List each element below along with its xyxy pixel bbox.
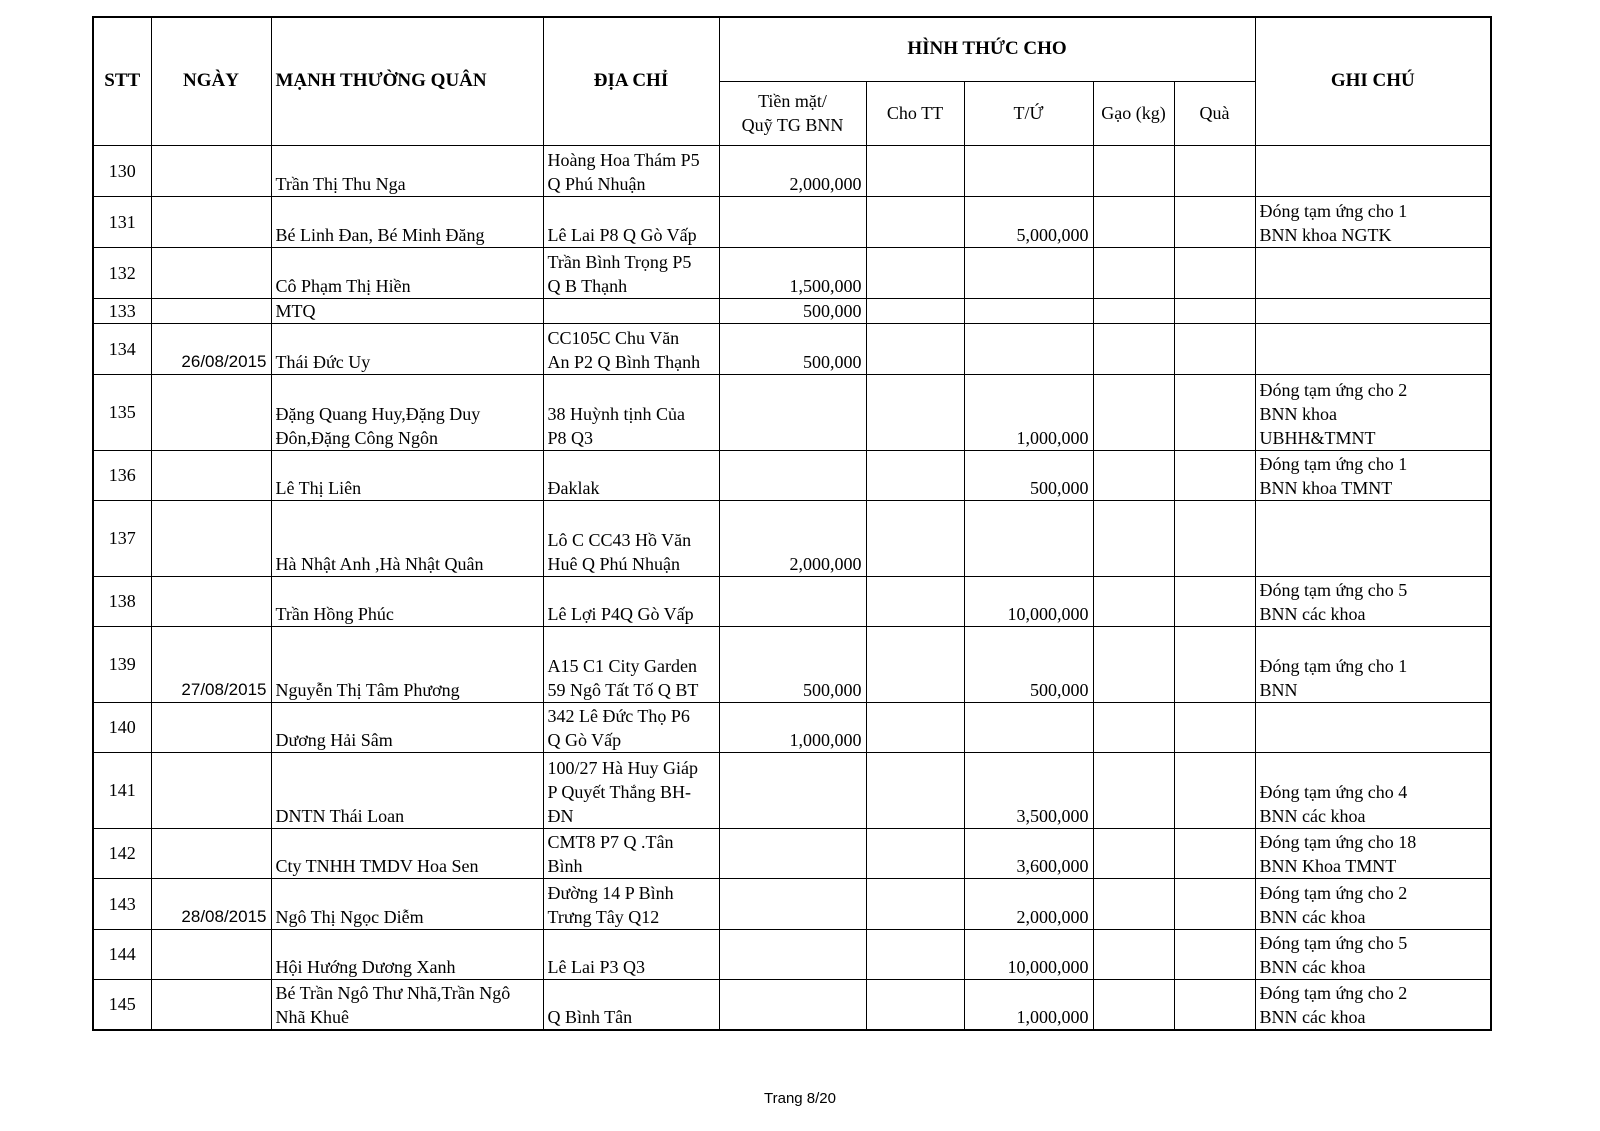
- cell-qua: [1174, 878, 1255, 929]
- cell-cash: [719, 979, 866, 1030]
- cell-cho-tt: [866, 702, 964, 752]
- cell-cash: [719, 828, 866, 878]
- cell-date: [151, 450, 271, 500]
- cell-cho-tt: [866, 576, 964, 626]
- cell-gao: [1093, 576, 1174, 626]
- cell-cho-tt: [866, 196, 964, 247]
- cell-note: Đóng tạm ứng cho 2 BNN khoa UBHH&TMNT: [1255, 374, 1491, 450]
- cell-cash: [719, 450, 866, 500]
- cell-date: [151, 702, 271, 752]
- cell-note: Đóng tạm ứng cho 1 BNN khoa TMNT: [1255, 450, 1491, 500]
- cell-address: Lê Lợi P4Q Gò Vấp: [543, 576, 719, 626]
- cell-gao: [1093, 979, 1174, 1030]
- cell-cash: 2,000,000: [719, 500, 866, 576]
- cell-gao: [1093, 145, 1174, 196]
- cell-tam-ung: 1,000,000: [964, 979, 1093, 1030]
- table-header: [93, 17, 1491, 145]
- header-group: HÌNH THỨC CHO: [719, 17, 1255, 81]
- cell-cash: [719, 878, 866, 929]
- cell-address: A15 C1 City Garden 59 Ngô Tất Tố Q BT: [543, 626, 719, 702]
- table-row: [93, 298, 1491, 323]
- table-row: [93, 752, 1491, 828]
- table-row: [93, 878, 1491, 929]
- cell-tam-ung: [964, 323, 1093, 374]
- page-number: Trang 8/20: [764, 1090, 836, 1107]
- cell-note: [1255, 298, 1491, 323]
- cell-qua: [1174, 752, 1255, 828]
- cell-date: 28/08/2015: [151, 878, 271, 929]
- cell-date: [151, 298, 271, 323]
- cell-stt: 137: [93, 500, 151, 576]
- cell-note: [1255, 145, 1491, 196]
- cell-cash: 500,000: [719, 323, 866, 374]
- cell-cho-tt: [866, 247, 964, 298]
- cell-gao: [1093, 374, 1174, 450]
- cell-tam-ung: 3,500,000: [964, 752, 1093, 828]
- cell-gao: [1093, 878, 1174, 929]
- cell-cho-tt: [866, 145, 964, 196]
- cell-qua: [1174, 323, 1255, 374]
- cell-address: Đaklak: [543, 450, 719, 500]
- table-row: [93, 247, 1491, 298]
- cell-tam-ung: 1,000,000: [964, 374, 1093, 450]
- header-tu: T/Ứ: [964, 81, 1093, 145]
- cell-qua: [1174, 576, 1255, 626]
- cell-address: Q Bình Tân: [543, 979, 719, 1030]
- cell-stt: 136: [93, 450, 151, 500]
- cell-date: [151, 929, 271, 979]
- cell-donor-name: Trần Thị Thu Nga: [271, 145, 543, 196]
- cell-date: [151, 247, 271, 298]
- cell-note: [1255, 500, 1491, 576]
- header-chott: Cho TT: [866, 81, 964, 145]
- cell-donor-name: Trần Hồng Phúc: [271, 576, 543, 626]
- header-note: GHI CHÚ: [1255, 17, 1491, 145]
- cell-cash: [719, 929, 866, 979]
- cell-gao: [1093, 247, 1174, 298]
- cell-qua: [1174, 979, 1255, 1030]
- cell-gao: [1093, 196, 1174, 247]
- cell-note: Đóng tạm ứng cho 18 BNN Khoa TMNT: [1255, 828, 1491, 878]
- cell-tam-ung: 10,000,000: [964, 929, 1093, 979]
- cell-qua: [1174, 500, 1255, 576]
- cell-note: [1255, 247, 1491, 298]
- cell-note: [1255, 323, 1491, 374]
- cell-gao: [1093, 298, 1174, 323]
- cell-gao: [1093, 929, 1174, 979]
- cell-date: 26/08/2015: [151, 323, 271, 374]
- cell-tam-ung: [964, 298, 1093, 323]
- cell-stt: 135: [93, 374, 151, 450]
- cell-address: Lô C CC43 Hồ Văn Huê Q Phú Nhuận: [543, 500, 719, 576]
- table-row: [93, 374, 1491, 450]
- header-stt: STT: [93, 17, 151, 145]
- cell-gao: [1093, 450, 1174, 500]
- cell-stt: 130: [93, 145, 151, 196]
- cell-cash: 1,500,000: [719, 247, 866, 298]
- cell-donor-name: Lê Thị Liên: [271, 450, 543, 500]
- cell-qua: [1174, 374, 1255, 450]
- cell-donor-name: Thái Đức Uy: [271, 323, 543, 374]
- cell-cho-tt: [866, 374, 964, 450]
- table-row: [93, 626, 1491, 702]
- cell-note: [1255, 702, 1491, 752]
- table-row: [93, 929, 1491, 979]
- table-row: [93, 500, 1491, 576]
- cell-note: Đóng tạm ứng cho 4 BNN các khoa: [1255, 752, 1491, 828]
- cell-cash: 1,000,000: [719, 702, 866, 752]
- table-row: [93, 196, 1491, 247]
- cell-address: Lê Lai P8 Q Gò Vấp: [543, 196, 719, 247]
- cell-donor-name: Hội Hướng Dương Xanh: [271, 929, 543, 979]
- cell-donor-name: Nguyễn Thị Tâm Phương: [271, 626, 543, 702]
- cell-stt: 145: [93, 979, 151, 1030]
- header-name: MẠNH THƯỜNG QUÂN: [271, 17, 543, 145]
- cell-qua: [1174, 626, 1255, 702]
- cell-qua: [1174, 702, 1255, 752]
- header-address: ĐỊA CHỈ: [543, 17, 719, 145]
- header-qua: Quà: [1174, 81, 1255, 145]
- cell-date: [151, 752, 271, 828]
- cell-qua: [1174, 298, 1255, 323]
- table-row: [93, 979, 1491, 1030]
- cell-stt: 138: [93, 576, 151, 626]
- cell-cho-tt: [866, 626, 964, 702]
- cell-cho-tt: [866, 878, 964, 929]
- cell-gao: [1093, 828, 1174, 878]
- table-row: [93, 702, 1491, 752]
- cell-tam-ung: 500,000: [964, 626, 1093, 702]
- cell-tam-ung: 500,000: [964, 450, 1093, 500]
- table-row: [93, 828, 1491, 878]
- cell-stt: 134: [93, 323, 151, 374]
- cell-date: [151, 979, 271, 1030]
- cell-date: [151, 576, 271, 626]
- cell-date: [151, 500, 271, 576]
- cell-stt: 141: [93, 752, 151, 828]
- cell-cho-tt: [866, 298, 964, 323]
- cell-qua: [1174, 247, 1255, 298]
- cell-address: Trần Bình Trọng P5 Q B Thạnh: [543, 247, 719, 298]
- cell-gao: [1093, 626, 1174, 702]
- cell-address: 38 Huỳnh tịnh Của P8 Q3: [543, 374, 719, 450]
- table-row: [93, 145, 1491, 196]
- header-ngay: NGÀY: [151, 17, 271, 145]
- cell-cash: [719, 196, 866, 247]
- cell-cho-tt: [866, 929, 964, 979]
- cell-donor-name: Bé Linh Đan, Bé Minh Đăng: [271, 196, 543, 247]
- header-gao: Gạo (kg): [1093, 81, 1174, 145]
- cell-cash: [719, 752, 866, 828]
- cell-tam-ung: [964, 145, 1093, 196]
- cell-stt: 131: [93, 196, 151, 247]
- cell-qua: [1174, 929, 1255, 979]
- cell-cash: [719, 374, 866, 450]
- donation-table: [92, 16, 1492, 1031]
- table-row: [93, 323, 1491, 374]
- cell-tam-ung: [964, 247, 1093, 298]
- cell-cash: 500,000: [719, 626, 866, 702]
- cell-tam-ung: 2,000,000: [964, 878, 1093, 929]
- cell-qua: [1174, 828, 1255, 878]
- cell-date: [151, 196, 271, 247]
- cell-cho-tt: [866, 323, 964, 374]
- cell-qua: [1174, 145, 1255, 196]
- cell-stt: 132: [93, 247, 151, 298]
- cell-gao: [1093, 323, 1174, 374]
- cell-donor-name: Đặng Quang Huy,Đặng Duy Đôn,Đặng Công Ngôn: [271, 374, 543, 450]
- cell-date: [151, 828, 271, 878]
- cell-address: Đường 14 P Bình Trưng Tây Q12: [543, 878, 719, 929]
- cell-cash: [719, 576, 866, 626]
- cell-cash: 2,000,000: [719, 145, 866, 196]
- cell-stt: 143: [93, 878, 151, 929]
- cell-address: [543, 298, 719, 323]
- cell-qua: [1174, 450, 1255, 500]
- cell-donor-name: Hà Nhật Anh ,Hà Nhật Quân: [271, 500, 543, 576]
- cell-address: 342 Lê Đức Thọ P6 Q Gò Vấp: [543, 702, 719, 752]
- cell-qua: [1174, 196, 1255, 247]
- cell-tam-ung: 5,000,000: [964, 196, 1093, 247]
- cell-donor-name: Bé Trần Ngô Thư Nhã,Trần Ngô Nhã Khuê: [271, 979, 543, 1030]
- cell-cho-tt: [866, 500, 964, 576]
- table-row: [93, 450, 1491, 500]
- cell-date: [151, 374, 271, 450]
- cell-cash: 500,000: [719, 298, 866, 323]
- cell-stt: 133: [93, 298, 151, 323]
- cell-note: Đóng tạm ứng cho 1 BNN khoa NGTK: [1255, 196, 1491, 247]
- cell-donor-name: Cty TNHH TMDV Hoa Sen: [271, 828, 543, 878]
- header-cash: Tiền mặt/ Quỹ TG BNN: [719, 81, 866, 145]
- cell-address: Lê Lai P3 Q3: [543, 929, 719, 979]
- cell-note: Đóng tạm ứng cho 5 BNN các khoa: [1255, 929, 1491, 979]
- cell-donor-name: Ngô Thị Ngọc Diễm: [271, 878, 543, 929]
- table-row: [93, 576, 1491, 626]
- cell-gao: [1093, 702, 1174, 752]
- cell-cho-tt: [866, 450, 964, 500]
- cell-address: Hoàng Hoa Thám P5 Q Phú Nhuận: [543, 145, 719, 196]
- cell-address: CC105C Chu Văn An P2 Q Bình Thạnh: [543, 323, 719, 374]
- cell-address: 100/27 Hà Huy Giáp P Quyết Thắng BH- ĐN: [543, 752, 719, 828]
- cell-donor-name: Cô Phạm Thị Hiền: [271, 247, 543, 298]
- cell-gao: [1093, 500, 1174, 576]
- cell-donor-name: MTQ: [271, 298, 543, 323]
- cell-note: Đóng tạm ứng cho 1 BNN: [1255, 626, 1491, 702]
- table-body: [93, 145, 1491, 1030]
- cell-tam-ung: 10,000,000: [964, 576, 1093, 626]
- cell-address: CMT8 P7 Q .Tân Bình: [543, 828, 719, 878]
- cell-cho-tt: [866, 828, 964, 878]
- cell-note: Đóng tạm ứng cho 2 BNN các khoa: [1255, 979, 1491, 1030]
- cell-donor-name: Dương Hải Sâm: [271, 702, 543, 752]
- cell-gao: [1093, 752, 1174, 828]
- cell-stt: 144: [93, 929, 151, 979]
- cell-date: [151, 145, 271, 196]
- cell-note: Đóng tạm ứng cho 5 BNN các khoa: [1255, 576, 1491, 626]
- cell-stt: 139: [93, 626, 151, 702]
- cell-donor-name: DNTN Thái Loan: [271, 752, 543, 828]
- cell-tam-ung: 3,600,000: [964, 828, 1093, 878]
- cell-cho-tt: [866, 979, 964, 1030]
- cell-tam-ung: [964, 702, 1093, 752]
- cell-date: 27/08/2015: [151, 626, 271, 702]
- cell-cho-tt: [866, 752, 964, 828]
- cell-tam-ung: [964, 500, 1093, 576]
- cell-stt: 142: [93, 828, 151, 878]
- cell-stt: 140: [93, 702, 151, 752]
- cell-note: Đóng tạm ứng cho 2 BNN các khoa: [1255, 878, 1491, 929]
